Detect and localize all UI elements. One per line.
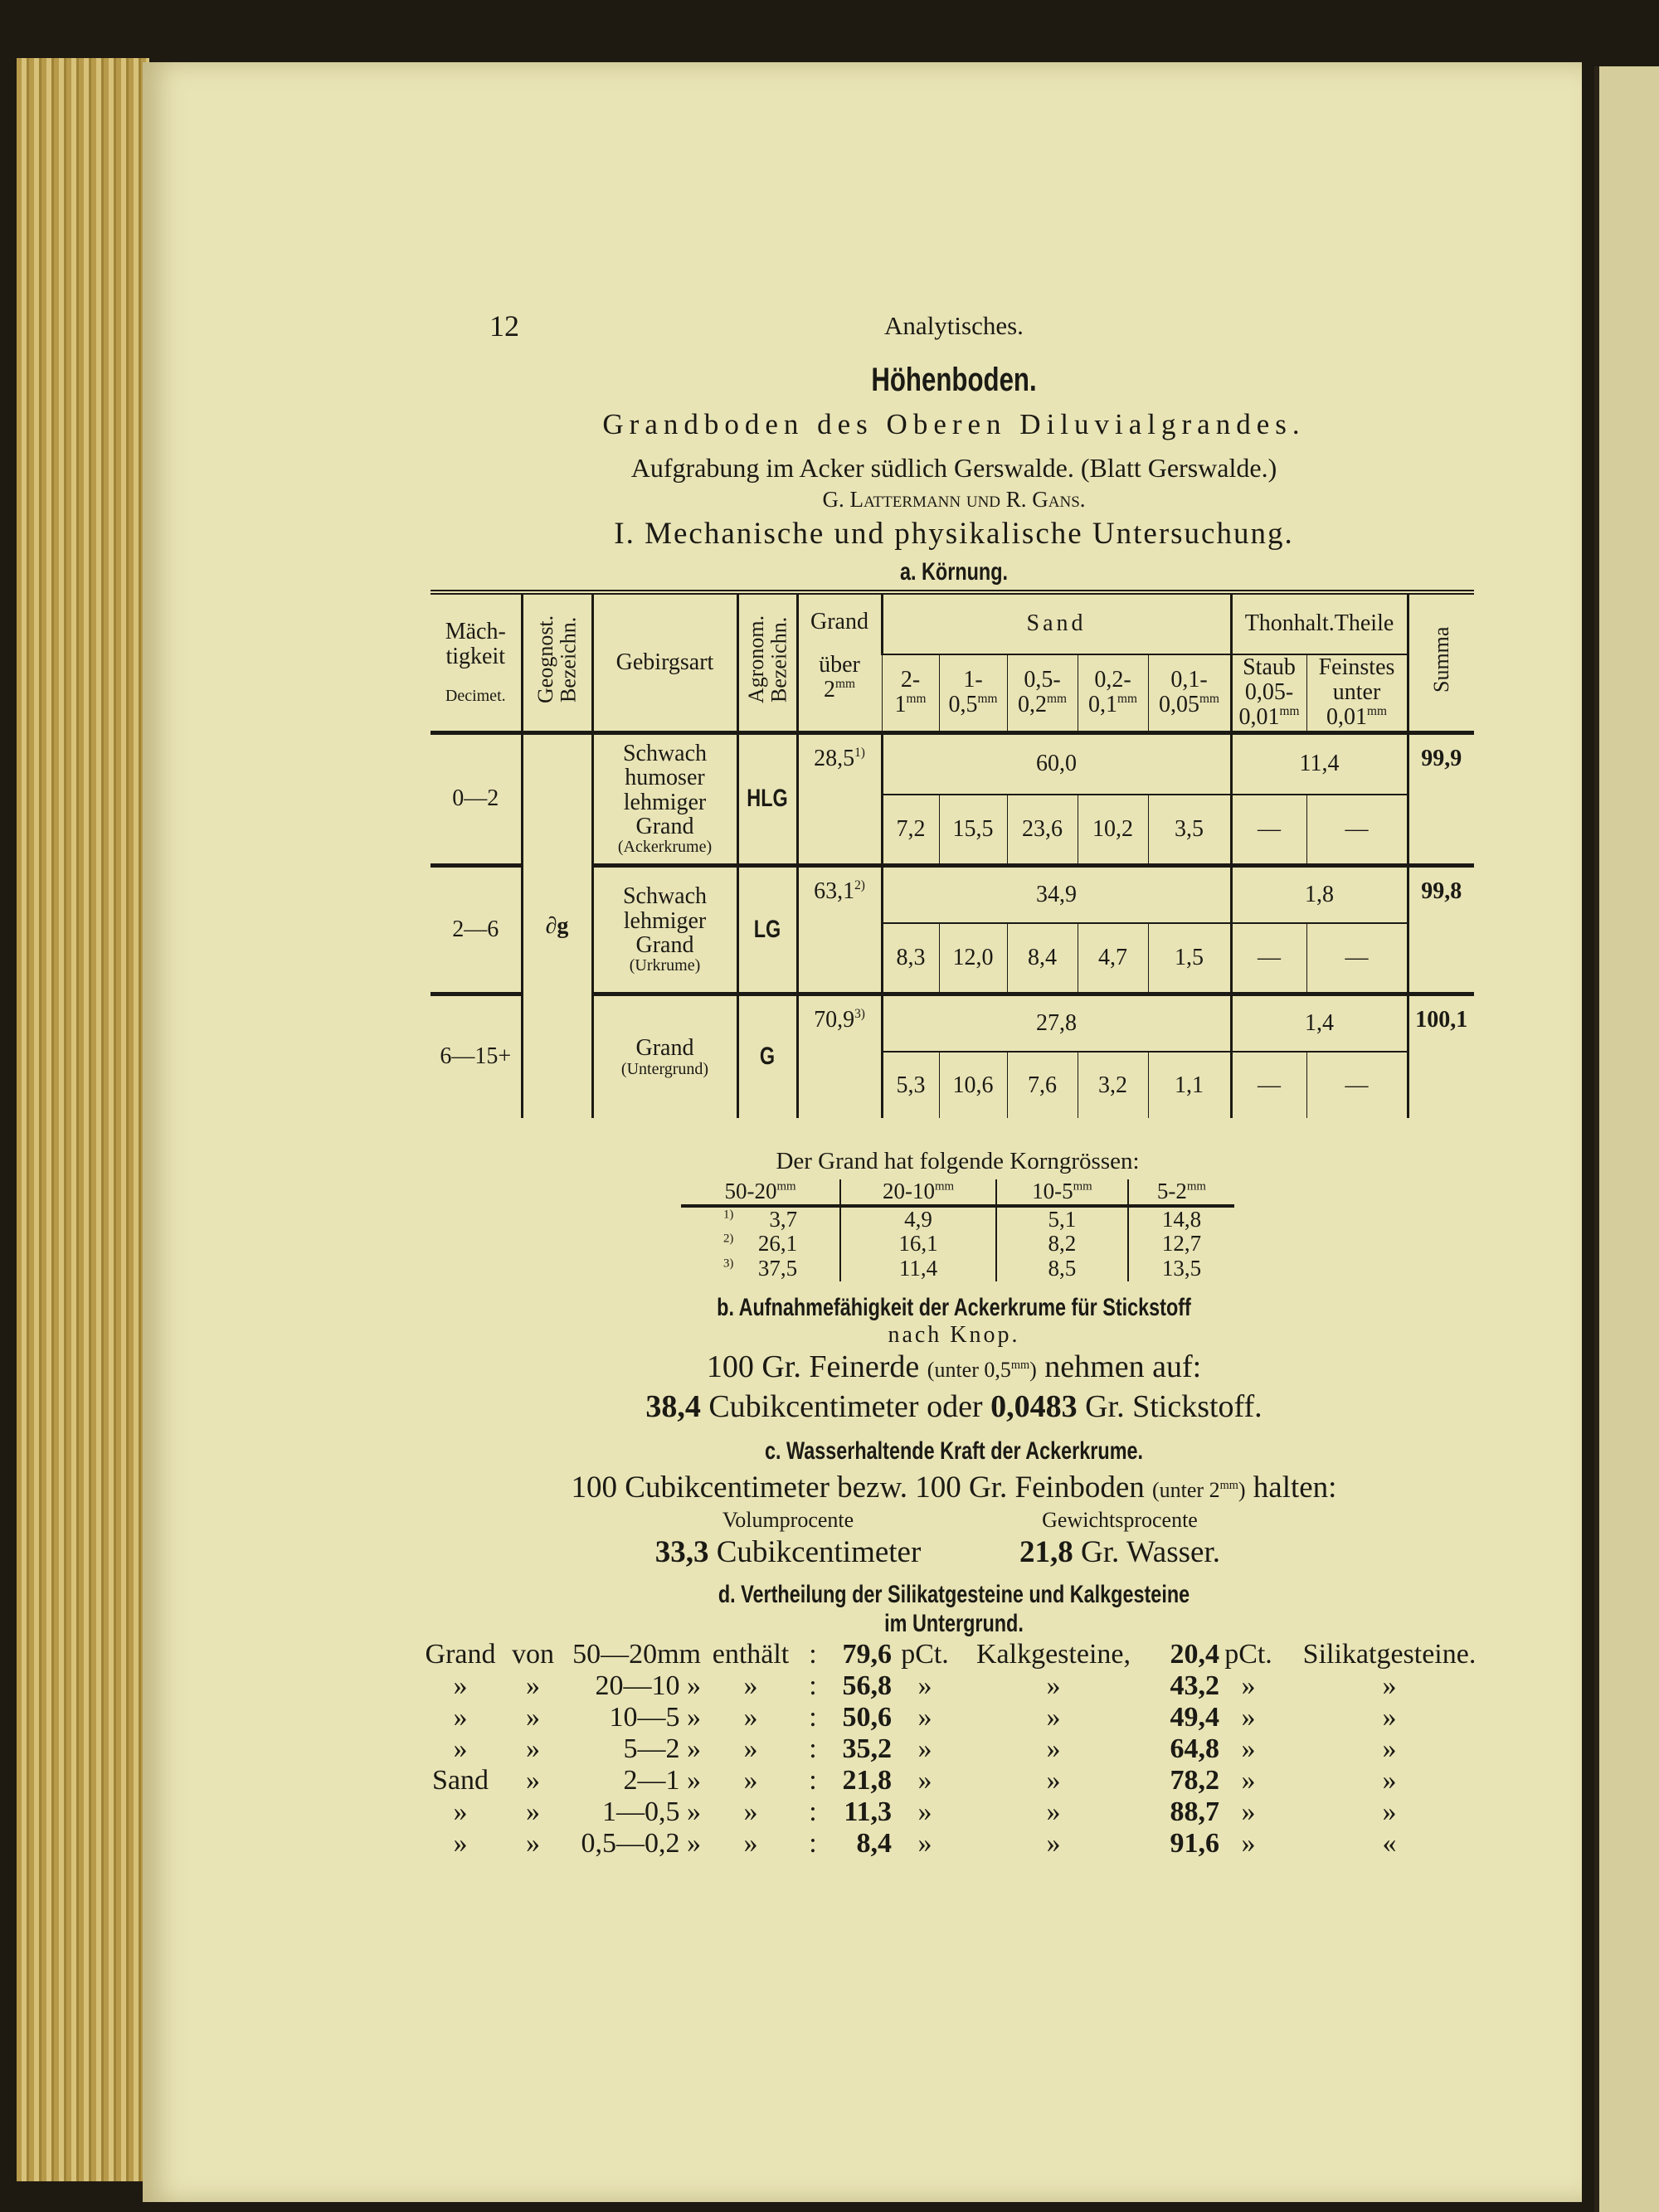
distribution-cell: »: [1382, 1733, 1397, 1764]
korn-cell: 11,4: [840, 1257, 996, 1281]
distribution-cell: pCt.: [901, 1639, 949, 1670]
gew-label: Gewichtsprocente: [1042, 1508, 1198, 1532]
korn-row: [681, 1232, 1234, 1257]
distribution-cell: »: [526, 1828, 540, 1859]
korn-cell: 16,1: [840, 1232, 996, 1257]
distribution-cell: »: [743, 1796, 758, 1827]
header-sand-col: 2- $1^{mm}$: [882, 654, 939, 732]
geognost-cell: ∂g: [522, 732, 592, 1118]
distribution-cell: »: [1046, 1733, 1061, 1764]
distribution-cell: »: [917, 1733, 932, 1764]
distribution-cell: »: [917, 1828, 932, 1859]
korn-row: [681, 1206, 1234, 1232]
distribution-cell: 2—1 »: [623, 1765, 701, 1796]
sand-value-cell: 7,6: [1007, 1052, 1078, 1118]
distribution-cell: »: [453, 1828, 468, 1859]
distribution-row: [419, 1734, 1501, 1764]
distribution-cell: 91,6: [1170, 1828, 1219, 1859]
distribution-cell: »: [1241, 1765, 1256, 1796]
header-agronom: Agronom. Bezeichn.: [737, 592, 797, 732]
sand-value-cell: 8,3: [882, 923, 939, 994]
distribution-cell: enthält: [712, 1639, 790, 1670]
gebirgsart-cell: Grand (Untergrund): [592, 994, 737, 1118]
distribution-cell: 64,8: [1170, 1733, 1219, 1764]
korn-cell: 14,8: [1128, 1206, 1234, 1232]
distribution-cell: 49,4: [1170, 1702, 1219, 1733]
korn-cell: 13,5: [1128, 1257, 1234, 1281]
title: Höhenboden.: [871, 362, 1037, 398]
header-sand-col: 0,5- $0,2^{mm}$: [1007, 654, 1078, 732]
thon-value-cell: —: [1306, 795, 1408, 865]
distribution-cell: 0,5—0,2 »: [581, 1828, 701, 1859]
distribution-cell: :: [809, 1733, 817, 1764]
distribution-cell: pCt.: [1224, 1639, 1272, 1670]
subsection-b-sub: nach Knop.: [888, 1322, 1020, 1348]
header-sand-col: 0,2- $0,1^{mm}$: [1078, 654, 1148, 732]
distribution-cell: 43,2: [1170, 1670, 1219, 1701]
distribution-cell: »: [1241, 1733, 1256, 1764]
sand-value-cell: 15,5: [939, 795, 1007, 865]
distribution-cell: :: [809, 1828, 817, 1859]
sand-value-cell: 8,4: [1007, 923, 1078, 994]
distribution-cell: Kalkgesteine,: [976, 1639, 1131, 1670]
korn-cell: 8,5: [996, 1257, 1128, 1281]
distribution-cell: «: [1382, 1828, 1397, 1859]
distribution-cell: »: [526, 1670, 540, 1701]
distribution-cell: :: [809, 1702, 817, 1733]
distribution-cell: »: [1241, 1702, 1256, 1733]
table-row: [431, 732, 1474, 795]
distribution-cell: 78,2: [1170, 1765, 1219, 1796]
sand-value-cell: 4,7: [1078, 923, 1148, 994]
distribution-cell: »: [526, 1733, 540, 1764]
summa-cell: 99,8: [1408, 865, 1474, 994]
distribution-cell: »: [1241, 1670, 1256, 1701]
subtitle: Grandboden des Oberen Diluvialgrandes.: [602, 408, 1306, 440]
sand-value-cell: 5,3: [882, 1052, 939, 1118]
distribution-cell: »: [1382, 1702, 1397, 1733]
page-stack-edge: [17, 58, 149, 2181]
summa-cell: 99,9: [1408, 732, 1474, 865]
sand-value-cell: 10,6: [939, 1052, 1007, 1118]
distribution-cell: 50—20mm: [572, 1639, 701, 1670]
sand-value-cell: 10,2: [1078, 795, 1148, 865]
grand-cell: 28,5$^{1)}$: [797, 732, 882, 865]
c-line1: 100 Cubikcentimeter bezw. 100 Gr. Feinboden (unter $2^{mm}$) halten:: [571, 1471, 1337, 1505]
sand-value-cell: 12,0: [939, 923, 1007, 994]
distribution-cell: :: [809, 1670, 817, 1701]
distribution-cell: »: [917, 1796, 932, 1827]
vol-value: 33,3 Cubikcentimeter: [654, 1535, 922, 1569]
header-sand-col: 0,1- $0,05^{mm}$: [1148, 654, 1231, 732]
korn-header: $20-10^{mm}$: [840, 1179, 996, 1206]
header-feinstes: Feinstes unter $0,01^{mm}$: [1306, 654, 1408, 732]
sand-total-cell: 60,0: [882, 732, 1231, 795]
gew-value: 21,8 Gr. Wasser.: [1019, 1535, 1220, 1569]
depth-cell: 2—6: [431, 865, 522, 994]
distribution-row: [419, 1829, 1501, 1859]
distribution-cell: »: [526, 1702, 540, 1733]
korn-cell: $^{3)}$ 37,5: [722, 1256, 798, 1281]
distribution-cell: von: [512, 1639, 554, 1670]
korn-header: $50-20^{mm}$: [724, 1179, 796, 1203]
b-line2: 38,4 Cubikcentimeter oder 0,0483 Gr. Stickstoff.: [645, 1389, 1262, 1424]
distribution-cell: Sand: [432, 1765, 489, 1796]
distribution-cell: »: [917, 1702, 932, 1733]
distribution-cell: »: [453, 1733, 468, 1764]
distribution-cell: :: [809, 1796, 817, 1827]
distribution-cell: »: [917, 1670, 932, 1701]
distribution-cell: 50,6: [842, 1702, 892, 1733]
korn-cell: 5,1: [996, 1206, 1128, 1232]
distribution-cell: »: [1382, 1765, 1397, 1796]
distribution-cell: 20—10 »: [595, 1670, 701, 1701]
authors: G. Lattermann und R. Gans.: [822, 487, 1086, 512]
running-head: Analytisches.: [884, 311, 1024, 340]
depth-cell: 0—2: [431, 732, 522, 865]
sand-value-cell: 3,5: [1148, 795, 1231, 865]
distribution-cell: 8,4: [856, 1828, 892, 1859]
distribution-cell: »: [1382, 1670, 1397, 1701]
sand-value-cell: 3,2: [1078, 1052, 1148, 1118]
distribution-cell: 5—2 »: [623, 1733, 701, 1764]
distribution-cell: 1—0,5 »: [602, 1796, 701, 1827]
distribution-cell: »: [743, 1670, 758, 1701]
thon-value-cell: —: [1231, 923, 1306, 994]
distribution-cell: »: [743, 1765, 758, 1796]
distribution-cell: 21,8: [842, 1765, 892, 1796]
distribution-cell: :: [809, 1765, 817, 1796]
section-heading: I. Mechanische und physikalische Untersuchung.: [614, 517, 1294, 551]
header-sand-col: 1- $0,5^{mm}$: [939, 654, 1007, 732]
distribution-cell: :: [809, 1639, 817, 1670]
thon-value-cell: —: [1306, 1052, 1408, 1118]
distribution-cell: 20,4: [1170, 1639, 1219, 1670]
korn-header: $10-5^{mm}$: [996, 1179, 1128, 1206]
thon-total-cell: 1,4: [1231, 994, 1408, 1052]
agronom-cell: G: [744, 994, 791, 1118]
distribution-cell: »: [743, 1733, 758, 1764]
thon-value-cell: —: [1231, 795, 1306, 865]
subsection-c-heading: c. Wasserhaltende Kraft der Ackerkrume.: [764, 1437, 1144, 1465]
distribution-cell: »: [743, 1702, 758, 1733]
grain-size-table: [431, 590, 1474, 1118]
korn-caption: Der Grand hat folgende Korngrössen:: [776, 1148, 1140, 1174]
distribution-row: [419, 1797, 1501, 1827]
header-grand: Grand über $2^{mm}$: [797, 592, 882, 732]
distribution-cell: »: [526, 1765, 540, 1796]
sand-value-cell: 23,6: [1007, 795, 1078, 865]
korn-cell: 8,2: [996, 1232, 1128, 1257]
grand-cell: 63,1$^{2)}$: [797, 865, 882, 994]
distribution-cell: »: [453, 1702, 468, 1733]
distribution-cell: »: [917, 1765, 932, 1796]
distribution-cell: »: [1241, 1796, 1256, 1827]
header-maechtigkeit: Mäch-tigkeit Decimet.: [445, 618, 506, 706]
distribution-cell: 35,2: [842, 1733, 892, 1764]
distribution-row: [419, 1703, 1501, 1733]
b-line1: 100 Gr. Feinerde (unter $0,5^{mm}$) nehmen auf:: [706, 1349, 1202, 1384]
distribution-cell: »: [743, 1828, 758, 1859]
subsection-d-heading-2: im Untergrund.: [884, 1610, 1024, 1637]
distribution-cell: 11,3: [844, 1796, 892, 1827]
subsection-b-heading: b. Aufnahmefähigkeit der Ackerkrume für Stickstoff: [717, 1294, 1191, 1321]
distribution-cell: »: [453, 1796, 468, 1827]
location: Aufgrabung im Acker südlich Gerswalde. (Blatt Gerswalde.): [630, 453, 1277, 483]
grand-cell: 70,9$^{3)}$: [797, 994, 882, 1118]
distribution-row: [419, 1640, 1501, 1670]
gravel-sizes-table: [681, 1179, 1234, 1281]
header-thonhalt: Thonhalt.Theile: [1231, 592, 1408, 654]
distribution-cell: »: [1046, 1702, 1061, 1733]
thon-total-cell: 11,4: [1231, 732, 1408, 795]
distribution-cell: »: [453, 1670, 468, 1701]
sand-value-cell: 7,2: [882, 795, 939, 865]
page-number: 12: [489, 309, 519, 343]
korn-cell: $^{1)}$ 3,7: [722, 1206, 798, 1232]
distribution-cell: »: [1046, 1670, 1061, 1701]
korn-header: $5-2^{mm}$: [1128, 1179, 1234, 1206]
distribution-cell: 56,8: [842, 1670, 892, 1701]
distribution-cell: »: [1046, 1765, 1061, 1796]
gebirgsart-cell: Schwach humoser lehmiger Grand (Ackerkrume): [592, 732, 737, 865]
sand-total-cell: 27,8: [882, 994, 1231, 1052]
vol-label: Volumprocente: [722, 1508, 854, 1532]
distribution-cell: »: [526, 1796, 540, 1827]
summa-cell: 100,1: [1408, 994, 1474, 1118]
distribution-cell: »: [1046, 1796, 1061, 1827]
distribution-cell: 79,6: [842, 1639, 892, 1670]
next-page-edge: [1594, 66, 1659, 2212]
sand-total-cell: 34,9: [882, 865, 1231, 923]
subsection-a-heading: a. Körnung.: [900, 558, 1008, 586]
header-summa: Summa: [1408, 592, 1474, 732]
distribution-cell: »: [1382, 1796, 1397, 1827]
distribution-cell: »: [1046, 1828, 1061, 1859]
header-geognost: Geognost. Bezeichn.: [522, 592, 592, 732]
sand-value-cell: 1,1: [1148, 1052, 1231, 1118]
thon-total-cell: 1,8: [1231, 865, 1408, 923]
gebirgsart-cell: Schwach lehmiger Grand (Urkrume): [592, 865, 737, 994]
agronom-cell: HLG: [744, 732, 791, 865]
thon-value-cell: —: [1306, 923, 1408, 994]
distribution-row: [419, 1671, 1501, 1701]
sand-value-cell: 1,5: [1148, 923, 1231, 994]
header-sand: Sand: [882, 592, 1231, 654]
distribution-cell: Silikatgesteine.: [1302, 1639, 1477, 1670]
korn-row: [681, 1257, 1234, 1281]
distribution-row: [419, 1766, 1501, 1796]
depth-cell: 6—15+: [431, 994, 522, 1118]
distribution-cell: 88,7: [1170, 1796, 1219, 1827]
agronom-cell: LG: [744, 865, 791, 994]
thon-value-cell: —: [1231, 1052, 1306, 1118]
distribution-cell: »: [1241, 1828, 1256, 1859]
distribution-cell: 10—5 »: [609, 1702, 701, 1733]
distribution-cell: Grand: [425, 1639, 496, 1670]
header-staub: Staub 0,05- $0,01^{mm}$: [1231, 654, 1306, 732]
korn-cell: 4,9: [840, 1206, 996, 1232]
subsection-d-heading: d. Vertheilung der Silikatgesteine und Kalkgesteine: [718, 1581, 1190, 1608]
korn-cell: 12,7: [1128, 1232, 1234, 1257]
korn-cell: $^{2)}$ 26,1: [722, 1231, 798, 1257]
header-gebirgsart: Gebirgsart: [592, 592, 737, 732]
